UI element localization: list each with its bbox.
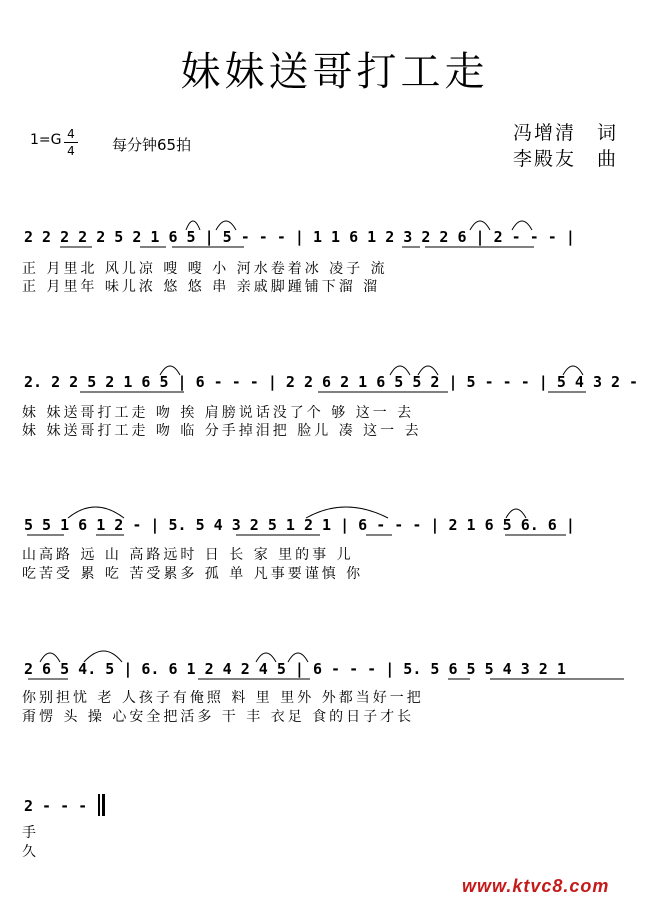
lyrics-row-3-verse-2: 吃苦受 累 吃 苦受累多 孤 单 凡事要谨慎 你	[22, 566, 364, 582]
lyrics-row-1-verse-2: 正 月里年 味儿浓 悠 悠 串 亲戚脚踵铺下溜 溜	[22, 279, 381, 295]
slur-mark	[256, 653, 276, 662]
key-signature: 1=G	[30, 132, 62, 148]
time-signature-top: 4	[67, 127, 75, 141]
lyrics-row-5-verse-2: 久	[22, 844, 39, 860]
slur-mark	[84, 651, 122, 662]
slur-mark	[512, 221, 532, 230]
slur-mark	[40, 653, 60, 662]
slur-mark	[563, 366, 583, 375]
notation-row-1: 2 2 2 2 2 5 2 1 6 5 | 5 - - - | 1 1 6 1 2 3 2 2 6 | 2 - - - |	[24, 228, 575, 246]
watermark: www.ktvc8.com	[462, 876, 610, 896]
slur-mark	[288, 653, 308, 662]
lyricist-credit: 冯增清 词	[513, 122, 619, 144]
slur-mark	[418, 366, 438, 375]
slur-mark	[216, 221, 236, 230]
notation-row-4: 2 6 5 4. 5 | 6. 6 1 2 4 2 4 5 | 6 - - - | 5. 5 6 5 5 4 3 2 1	[24, 660, 566, 678]
time-signature-bottom: 4	[67, 144, 75, 158]
slur-mark	[506, 509, 526, 518]
lyrics-row-2-verse-1: 妹 妹送哥打工走 吻 挨 肩膀说话没了个 够 这一 去	[22, 405, 415, 421]
lyrics-row-4-verse-1: 你别担忧 老 人孩子有俺照 料 里 里外 外都当好一把	[22, 690, 424, 706]
slur-mark	[306, 507, 388, 518]
lyrics-row-1-verse-1: 正 月里北 风儿凉 嗖 嗖 小 河水卷着冰 凌子 流	[22, 261, 388, 277]
slur-mark	[390, 366, 410, 375]
slur-mark	[68, 507, 124, 518]
lyrics-row-3-verse-1: 山高路 远 山 高路远时 日 长 家 里的事 儿	[22, 547, 354, 563]
notation-row-2: 2. 2 2 5 2 1 6 5 | 6 - - - | 2 2 6 2 1 6 5 5 2 | 5 - - - | 5 4 3 2 -	[24, 373, 639, 391]
song-title: 妹妹送哥打工走	[180, 49, 489, 95]
slur-mark	[160, 366, 180, 375]
lyrics-row-4-verse-2: 甭愣 头 操 心安全把活多 干 丰 衣足 食的日子才长	[22, 709, 415, 725]
lyrics-row-5-verse-1: 手	[22, 825, 39, 841]
composer-credit: 李殿友 曲	[513, 148, 619, 170]
slur-mark	[186, 221, 200, 230]
notation-row-3: 5 5 1 6 1 2 - | 5. 5 4 3 2 5 1 2 1 | 6 - - - | 2 1 6 5 6. 6 |	[24, 516, 575, 534]
tempo-marking: 每分钟65拍	[112, 136, 192, 154]
slur-mark	[470, 221, 490, 230]
lyrics-row-2-verse-2: 妹 妹送哥打工走 吻 临 分手掉泪把 脸儿 凑 这一 去	[22, 423, 422, 439]
notation-row-5: 2 - - -	[24, 797, 88, 815]
